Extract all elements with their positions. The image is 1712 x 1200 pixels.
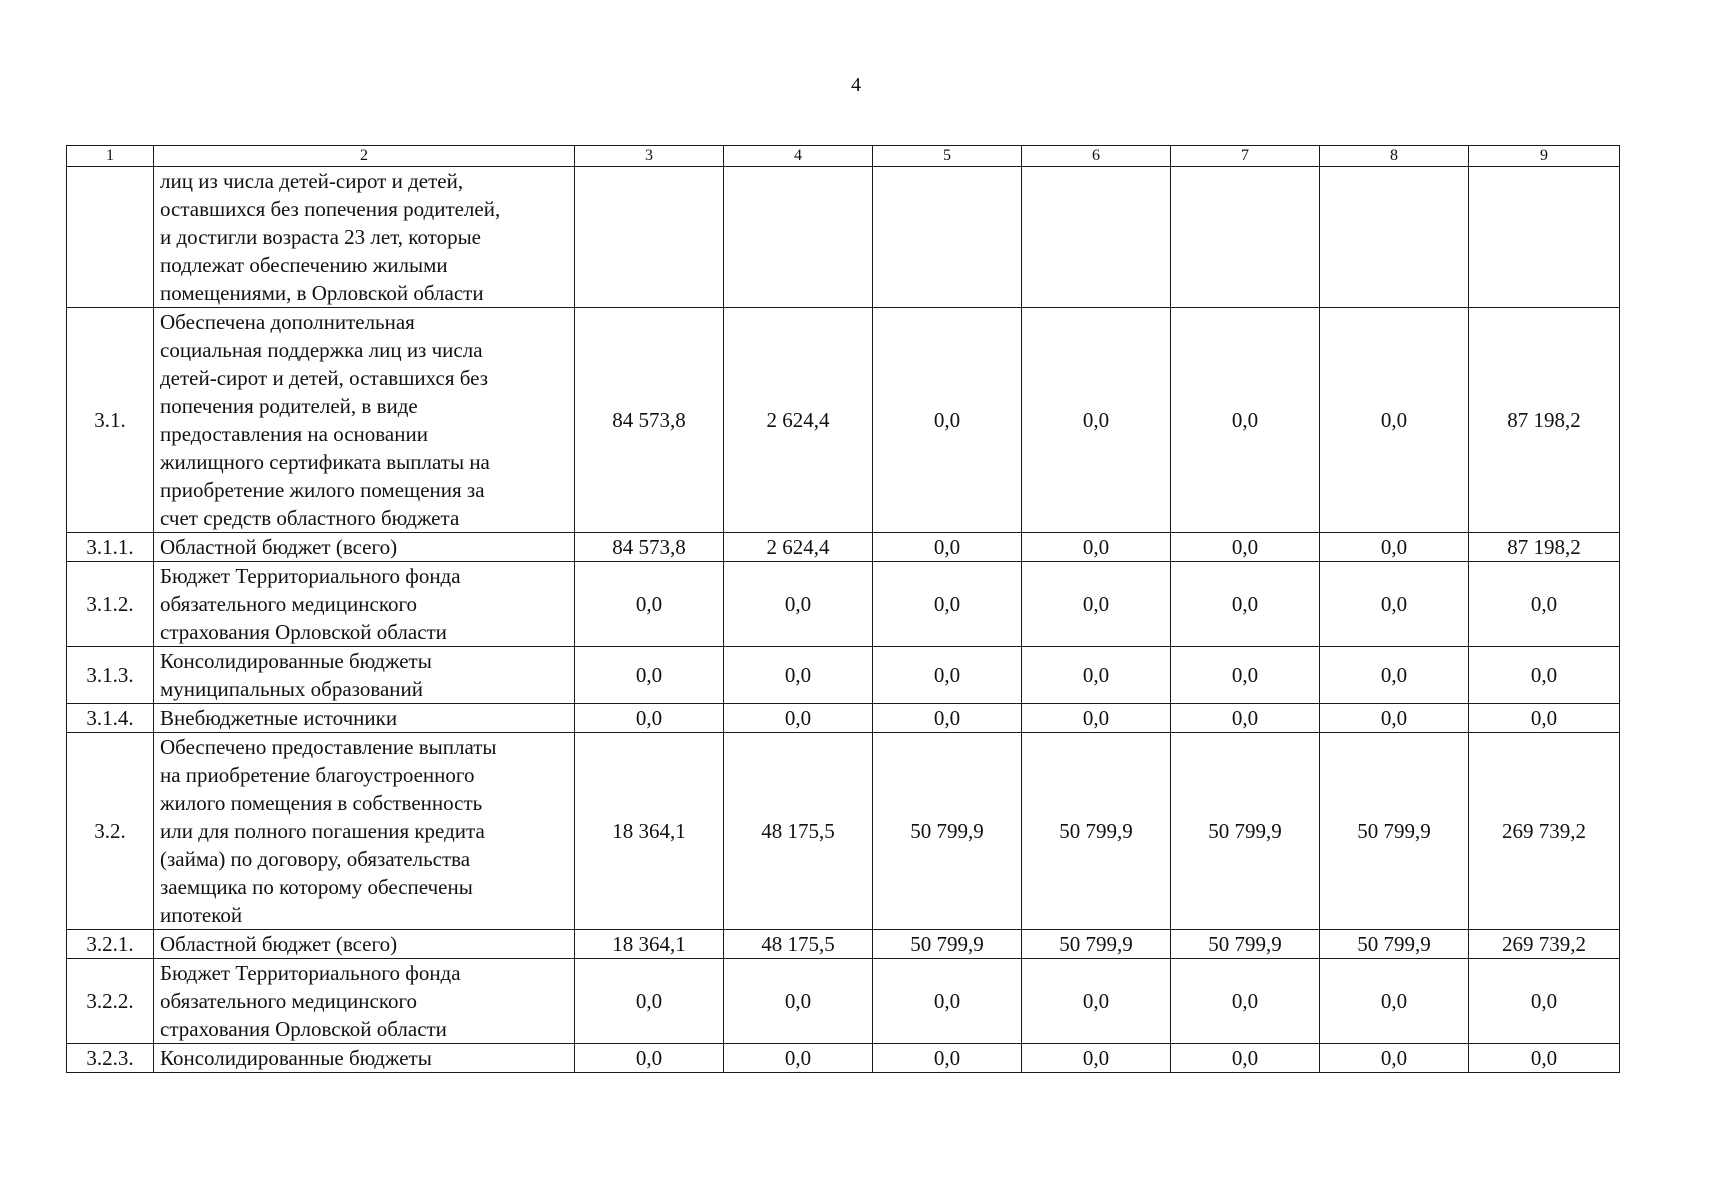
value-cell: 0,0 <box>1320 562 1469 647</box>
column-number-header-row <box>67 146 1620 167</box>
row-description-cell <box>154 308 575 533</box>
value-cell: 0,0 <box>575 647 724 704</box>
value-cell: 0,0 <box>1171 704 1320 733</box>
value-cell: 0,0 <box>575 562 724 647</box>
value-cell: 0,0 <box>1469 1044 1620 1073</box>
value-cell: 0,0 <box>1469 562 1620 647</box>
value-cell: 269 739,2 <box>1469 733 1620 930</box>
row-number-cell <box>67 167 154 308</box>
value-cell: 0,0 <box>1469 704 1620 733</box>
value-cell: 2 624,4 <box>724 308 873 533</box>
value-cell <box>724 167 873 308</box>
page-number: 4 <box>851 74 861 96</box>
value-cell <box>575 167 724 308</box>
value-cell: 0,0 <box>575 1044 724 1073</box>
value-cell: 48 175,5 <box>724 930 873 959</box>
value-cell: 0,0 <box>873 704 1022 733</box>
budget-table <box>66 145 1620 1073</box>
description-line: страхования Орловской области <box>160 1017 447 1041</box>
value-cell: 18 364,1 <box>575 733 724 930</box>
description-line: Областной бюджет (всего) <box>160 932 398 956</box>
table-row <box>67 533 1620 562</box>
column-header: 4 <box>724 146 873 167</box>
table-row <box>67 959 1620 1044</box>
value-cell: 18 364,1 <box>575 930 724 959</box>
row-description-cell <box>154 930 575 959</box>
column-header: 3 <box>575 146 724 167</box>
value-cell: 0,0 <box>1171 1044 1320 1073</box>
value-cell: 0,0 <box>1022 704 1171 733</box>
table-row <box>67 562 1620 647</box>
value-cell: 0,0 <box>724 562 873 647</box>
description-line: муниципальных образований <box>160 677 423 701</box>
value-cell: 84 573,8 <box>575 308 724 533</box>
value-cell: 269 739,2 <box>1469 930 1620 959</box>
value-cell: 0,0 <box>1022 647 1171 704</box>
value-cell: 0,0 <box>873 308 1022 533</box>
value-cell: 0,0 <box>873 562 1022 647</box>
value-cell: 0,0 <box>1171 959 1320 1044</box>
value-cell: 87 198,2 <box>1469 533 1620 562</box>
table-row <box>67 733 1620 930</box>
description-line: Консолидированные бюджеты <box>160 1046 432 1070</box>
value-cell <box>1469 167 1620 308</box>
value-cell: 50 799,9 <box>873 930 1022 959</box>
description-line: детей-сирот и детей, оставшихся без <box>160 366 489 390</box>
value-cell <box>1320 167 1469 308</box>
value-cell: 0,0 <box>724 959 873 1044</box>
value-cell: 0,0 <box>724 647 873 704</box>
description-line: и достигли возраста 23 лет, которые <box>160 225 481 249</box>
value-cell: 0,0 <box>873 1044 1022 1073</box>
table-row <box>67 308 1620 533</box>
value-cell <box>873 167 1022 308</box>
description-line: ипотекой <box>160 903 243 927</box>
row-description-cell <box>154 959 575 1044</box>
row-description-cell <box>154 1044 575 1073</box>
value-cell: 48 175,5 <box>724 733 873 930</box>
column-header: 9 <box>1469 146 1620 167</box>
row-description-cell <box>154 647 575 704</box>
row-number-cell: 3.2. <box>67 733 154 930</box>
value-cell: 0,0 <box>575 704 724 733</box>
description-line: счет средств областного бюджета <box>160 506 460 530</box>
value-cell: 0,0 <box>724 1044 873 1073</box>
description-line: Бюджет Территориального фонда <box>160 564 461 588</box>
description-line: лиц из числа детей-сирот и детей, <box>160 169 464 193</box>
row-number-cell: 3.2.3. <box>67 1044 154 1073</box>
row-number-cell: 3.2.2. <box>67 959 154 1044</box>
value-cell: 87 198,2 <box>1469 308 1620 533</box>
value-cell: 0,0 <box>1320 959 1469 1044</box>
value-cell: 0,0 <box>1022 308 1171 533</box>
value-cell: 0,0 <box>724 704 873 733</box>
value-cell: 0,0 <box>1320 1044 1469 1073</box>
column-header: 8 <box>1320 146 1469 167</box>
description-line: (займа) по договору, обязательства <box>160 847 471 871</box>
description-line: социальная поддержка лиц из числа <box>160 338 483 362</box>
value-cell: 50 799,9 <box>1320 733 1469 930</box>
row-description-cell <box>154 167 575 308</box>
table-row <box>67 167 1620 308</box>
value-cell: 50 799,9 <box>1022 930 1171 959</box>
description-line: подлежат обеспечению жилыми <box>160 253 448 277</box>
table-row <box>67 704 1620 733</box>
value-cell: 0,0 <box>1022 1044 1171 1073</box>
row-description-cell <box>154 704 575 733</box>
value-cell: 0,0 <box>1022 959 1171 1044</box>
description-line: Бюджет Территориального фонда <box>160 961 461 985</box>
column-header: 6 <box>1022 146 1171 167</box>
value-cell: 0,0 <box>1469 647 1620 704</box>
value-cell: 50 799,9 <box>1022 733 1171 930</box>
column-header: 7 <box>1171 146 1320 167</box>
row-description-cell <box>154 533 575 562</box>
value-cell: 0,0 <box>873 647 1022 704</box>
row-number-cell: 3.1.2. <box>67 562 154 647</box>
row-description-cell <box>154 733 575 930</box>
value-cell: 0,0 <box>1320 533 1469 562</box>
row-number-cell: 3.1.1. <box>67 533 154 562</box>
description-line: Внебюджетные источники <box>160 706 398 730</box>
value-cell: 0,0 <box>1320 647 1469 704</box>
value-cell: 0,0 <box>1171 647 1320 704</box>
value-cell: 0,0 <box>1320 308 1469 533</box>
description-line: заемщика по которому обеспечены <box>160 875 473 899</box>
description-line: обязательного медицинского <box>160 592 418 616</box>
description-line: страхования Орловской области <box>160 620 447 644</box>
description-line: Обеспечена дополнительная <box>160 310 415 334</box>
value-cell: 0,0 <box>1171 308 1320 533</box>
description-line: попечения родителей, в виде <box>160 394 418 418</box>
description-line: предоставления на основании <box>160 422 428 446</box>
value-cell: 0,0 <box>1022 533 1171 562</box>
column-header: 2 <box>154 146 575 167</box>
row-number-cell: 3.1. <box>67 308 154 533</box>
description-line: Обеспечено предоставление выплаты <box>160 735 497 759</box>
table-row <box>67 1044 1620 1073</box>
description-line: или для полного погашения кредита <box>160 819 485 843</box>
value-cell: 50 799,9 <box>1320 930 1469 959</box>
value-cell: 84 573,8 <box>575 533 724 562</box>
description-line: Областной бюджет (всего) <box>160 535 398 559</box>
value-cell: 0,0 <box>1171 562 1320 647</box>
row-number-cell: 3.1.4. <box>67 704 154 733</box>
table-row <box>67 647 1620 704</box>
value-cell: 0,0 <box>1022 562 1171 647</box>
description-line: помещениями, в Орловской области <box>160 281 484 305</box>
row-description-cell <box>154 562 575 647</box>
value-cell: 0,0 <box>1171 533 1320 562</box>
value-cell: 0,0 <box>575 959 724 1044</box>
value-cell: 0,0 <box>1469 959 1620 1044</box>
row-number-cell: 3.1.3. <box>67 647 154 704</box>
description-line: оставшихся без попечения родителей, <box>160 197 501 221</box>
description-line: обязательного медицинского <box>160 989 418 1013</box>
value-cell <box>1171 167 1320 308</box>
value-cell: 0,0 <box>873 959 1022 1044</box>
row-number-cell: 3.2.1. <box>67 930 154 959</box>
value-cell: 50 799,9 <box>873 733 1022 930</box>
description-line: жилищного сертификата выплаты на <box>160 450 490 474</box>
value-cell: 50 799,9 <box>1171 733 1320 930</box>
description-line: приобретение жилого помещения за <box>160 478 485 502</box>
description-line: жилого помещения в собственность <box>160 791 483 815</box>
value-cell: 0,0 <box>873 533 1022 562</box>
value-cell: 50 799,9 <box>1171 930 1320 959</box>
value-cell <box>1022 167 1171 308</box>
description-line: на приобретение благоустроенного <box>160 763 475 787</box>
column-header: 1 <box>67 146 154 167</box>
value-cell: 2 624,4 <box>724 533 873 562</box>
column-header: 5 <box>873 146 1022 167</box>
description-line: Консолидированные бюджеты <box>160 649 432 673</box>
table-body <box>67 167 1620 1073</box>
value-cell: 0,0 <box>1320 704 1469 733</box>
table-row <box>67 930 1620 959</box>
